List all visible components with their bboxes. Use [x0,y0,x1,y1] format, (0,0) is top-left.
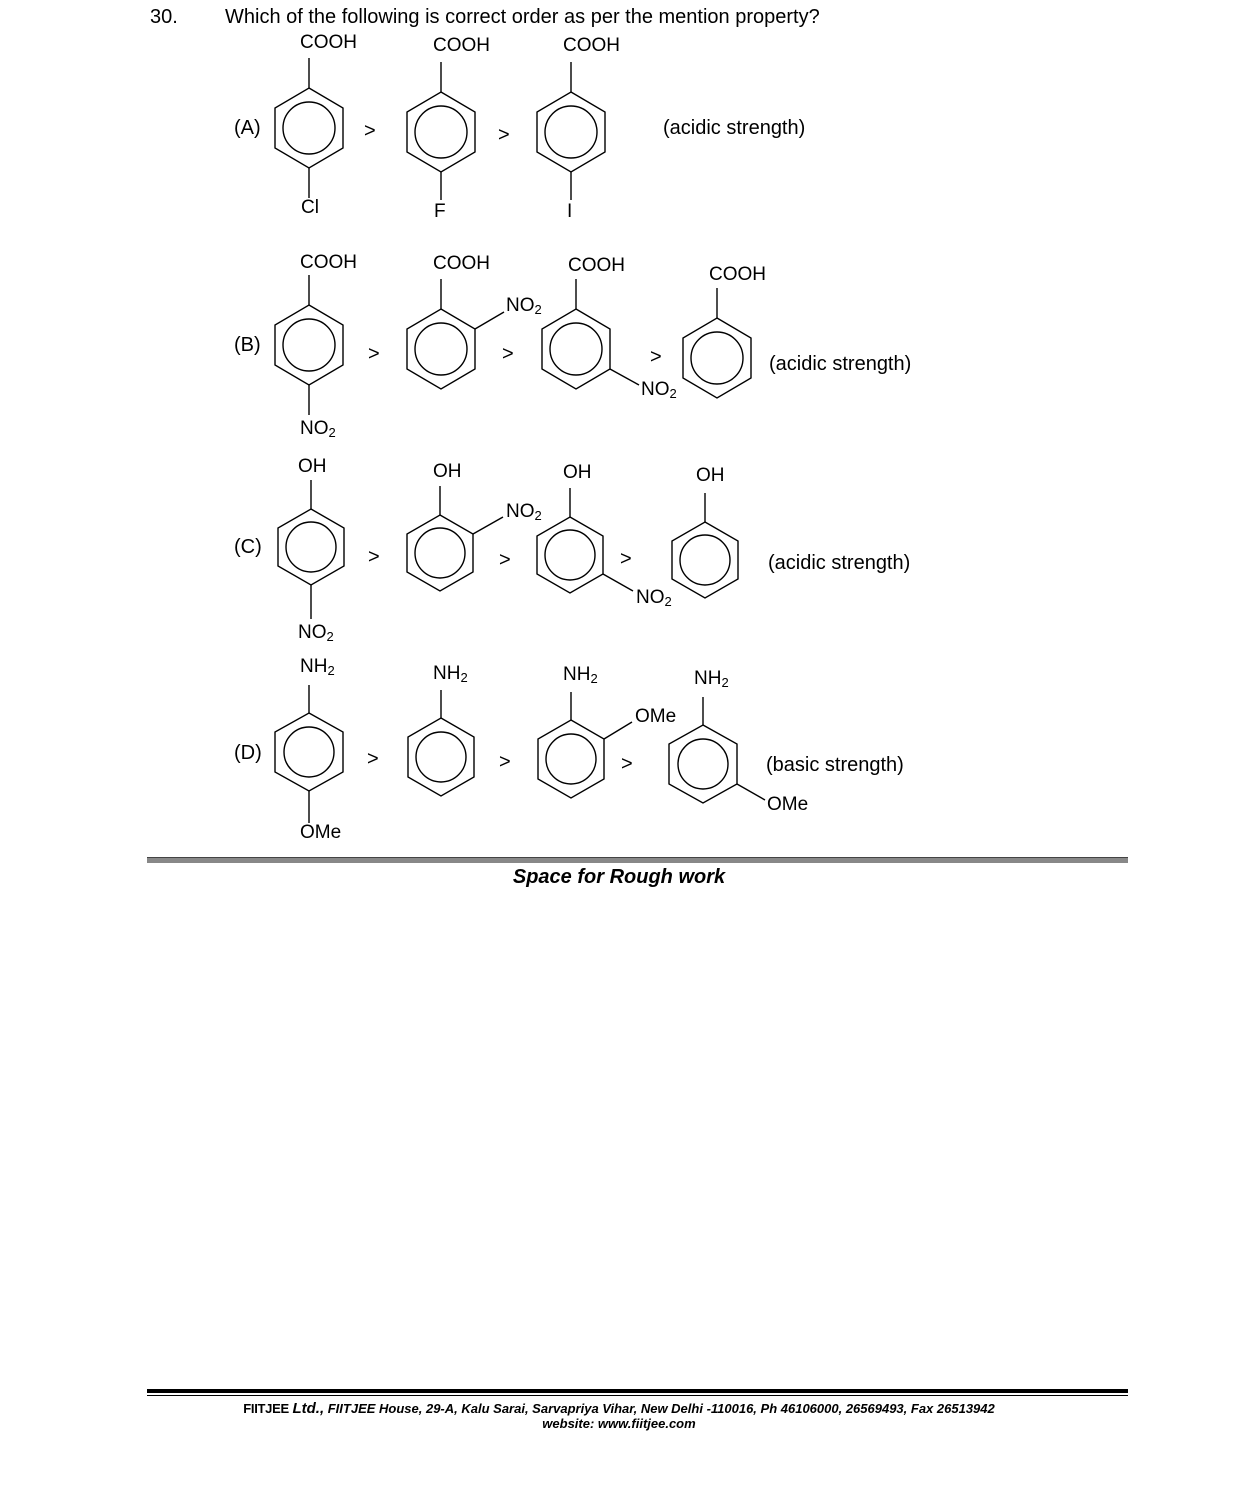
d3-ortho-substituent: OMe [635,706,677,727]
b1-para-substituent: $NO_2$ [300,418,336,440]
a3-para-substituent: I [567,201,573,222]
rough-work-heading: Space for Rough work [512,866,726,888]
c2-top-group: OH [433,461,462,482]
operator-b-3: > [650,346,662,368]
b1-benzene-ring [272,305,346,385]
footer-brand: FIITJEE [243,1401,289,1416]
d1-benzene-ring [273,713,345,791]
operator-a-2: > [498,124,510,146]
option-d-label: (D) [234,742,262,764]
operator-c-3: > [620,548,632,570]
b2-ortho-substituent: $NO_2$ [506,295,542,317]
footer-website[interactable]: website: www.fiitjee.com [542,1416,696,1431]
operator-c-1: > [368,546,380,568]
a3-top-group: COOH [563,35,620,56]
d1-top-group: $NH_2$ [300,656,335,678]
footer-ltd: Ltd., [292,1400,325,1417]
b4-top-group: COOH [709,264,766,285]
operator-d-3: > [621,753,633,775]
c1-top-group: OH [298,456,327,477]
d3-benzene-ring [536,720,606,798]
a1-benzene-ring [272,88,346,168]
footer-address-line [0,1400,1238,1417]
footer-address: FIITJEE House, 29-A, Kalu Sarai, Sarvapriya Vihar, New Delhi -110016, Ph 46106000, 26569493, Fax 26513942 [327,1401,995,1416]
b3-meta-substituent: $NO_2$ [641,379,677,401]
d4-meta-substituent: OMe [767,794,809,815]
b2-benzene-ring [404,309,478,389]
c2-ortho-substituent: $NO_2$ [506,501,542,523]
d2-benzene-ring [406,718,476,796]
a1-para-substituent: Cl [301,197,319,218]
c4-benzene-ring [670,522,740,598]
d2-top-group: $NH_2$ [433,663,468,685]
b4-benzene-ring [680,318,754,398]
b2-top-group: COOH [433,253,490,274]
operator-b-2: > [502,343,514,365]
b3-top-group: COOH [568,255,625,276]
option-a-property: (acidic strength) [663,117,806,139]
a1-top-group: COOH [300,32,357,53]
c1-para-substituent: $NO_2$ [298,622,334,644]
option-d-property: (basic strength) [766,754,904,776]
b1-top-group: COOH [300,252,357,273]
option-a-label: (A) [234,117,261,139]
d3-top-group: $NH_2$ [563,664,598,686]
option-b-property: (acidic strength) [769,353,912,375]
rough-work-divider [147,857,1128,863]
operator-c-2: > [499,549,511,571]
operator-a-1: > [364,120,376,142]
d4-top-group: $NH_2$ [694,668,729,690]
c2-benzene-ring [405,515,475,591]
footer-rule-thin [147,1395,1128,1396]
question-text: Which of the following is correct order as per the mention property? [225,6,820,28]
option-c-property: (acidic strength) [768,552,911,574]
c3-meta-substituent: $NO_2$ [636,587,672,609]
c4-top-group: OH [696,465,725,486]
a2-benzene-ring [404,92,478,172]
c1-benzene-ring [276,509,346,585]
option-b-label: (B) [234,334,261,356]
a2-top-group: COOH [433,35,490,56]
question-number: 30. [150,6,178,28]
operator-d-2: > [499,751,511,773]
operator-b-1: > [368,343,380,365]
option-c-label: (C) [234,536,262,558]
b3-benzene-ring [539,309,613,389]
a2-para-substituent: F [434,201,446,222]
d1-para-substituent: OMe [300,822,342,843]
footer-rule-thick [147,1389,1128,1393]
d4-benzene-ring [667,725,739,803]
operator-d-1: > [367,748,379,770]
c3-benzene-ring [535,517,605,593]
a3-benzene-ring [534,92,608,172]
c3-top-group: OH [563,462,592,483]
